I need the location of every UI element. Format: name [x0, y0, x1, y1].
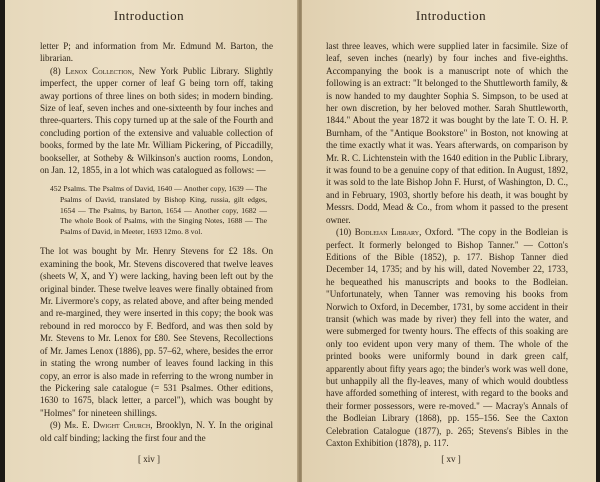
entry-body: , New York Public Library. Slightly imperfect, the upper corner of leaf G being torn off, taking away portions of three lines on both sides; in modern binding. Size of leaf, seven inches and one-sixteenth by four inches and three-quarters. This copy turned up at the sale of the Fourth and concluding portion of the extensive and valuable collection of books, formed by the late Mr. William Pickering, of Piccadilly, bookseller, at Sotheby & Wilkinson's auction rooms, London, on Jan. 12, 1855, in a lot which was catalogued as follows: —: [40, 65, 274, 176]
entry-title: Bodleian Library: [354, 227, 420, 238]
entry-body: , Brooklyn, N. Y. In the original old calf binding; lacking the first four and the: [40, 420, 274, 443]
running-head-right: Introduction: [415, 8, 487, 23]
entry-title: Lenox Collection: [65, 65, 132, 76]
entry-number: (10): [336, 227, 355, 238]
left-page-text: [40, 40, 273, 444]
paragraph: The lot was bought by Mr. Henry Stevens for £2 18s. On examining the book, Mr. Stevens discovered that twelve leaves (sheets W, X, and Y) were lacking, having been left out by the original binder. These twelve leaves were finally obtained from Mr. Livermore's copy, as related above, and after being mended and re-margined, they were inserted in this copy; the book was rebound in red morocco by F. Bedford, and was then sold by Mr. Stevens to Mr. Lenox for £80. See Stevens, Recollections of Mr. James Lenox (1886), pp. 57–62, where, besides the error in stating the wrong number of leaves found lacking in this copy, an error is also made in referring to the wrong number in the Pickering sale catalogue (= 531 Psalmes. Other editions, 1630 to 1675, black letter, a parcel"), which was bought by "Holmes" for nineteen shillings.: [40, 246, 273, 418]
running-head-left: Introduction: [113, 8, 185, 23]
page-number-right: [ xv ]: [441, 454, 461, 464]
quote-text: 452 Psalms. The Psalms of David, 1640 — Another copy, 1639 — The Psalms of David, translated by Bishop King, russia, gilt edges, 1654 — The Psalms, by Barton, 1654 — Another copy, 1682 — The whole Book of Psalms, with the Singing Notes, 1688 — The Psalms of David, in Meeter, 1693 12mo. 8 vol.: [50, 184, 267, 236]
page-number-left: [ xiv ]: [138, 454, 160, 464]
paragraph: last three leaves, which were supplied later in facsimile. Size of leaf, seven inches (nearly) by four inches and five-eighths. Accompanying the book is a manuscript note of which the following is an extract: "It belonged to the Shuttleworth family, & is now handed to my daughter Sophia S. Simpson, to be used at her own discretion, by her beloved mother. Sarah Shuttleworth, 1844." About the year 1872 it was bought by the late T. O. H. P. Burnham, of the "Antique Bookstore" in Boston, not knowing at the time exactly what it was. Years afterwards, on comparison by Mr. R. C. Lichtenstein with the 1640 edition in the Public Library, it was found to be a genuine copy of that edition. In August, 1892, it was sold to the late Bishop John F. Hurst, of Washington, D. C., and in February, 1903, shortly before his death, it was bought by Messrs. Dodd, Mead & Co., from whom it passed to the present owner.: [326, 41, 568, 225]
paragraph: [40, 65, 273, 177]
scan-edge-right: [596, 0, 600, 482]
paragraph: letter P; and information from Mr. Edmund M. Barton, the librarian.: [40, 41, 273, 64]
entry-number: (8): [50, 65, 66, 76]
right-page-text: [326, 40, 568, 449]
entry-body: , Oxford. "The copy in the Bodleian is perfect. It formerly belonged to Bishop Tanner." — Cotton's Editions of the Bible (1852), p. 177. Bishop Tanner died December 14, 1735; and by his will, dated November 22, 1733, he bequeathed his manuscripts and books to the Bodleian. "Unfortunately, when Tanner was removing his books from Norwich to Oxford, in December, 1731, by some accident in their transit (which was made by river) they fell into the water, and were submerged for twenty hours. The effects of this soaking are only too evident upon very many of them. The whole of the printed books were uniformly bound in dark green calf, apparently about fifty years ago; the binder's work was well done, but unhappily all the fly-leaves, many of which would doubtless have afforded something of interest, with regard to the books and their former possessors, were re-moved." — Macray's Annals of the Bodleian Library (1868), pp. 155–156. See the Caxton Celebration Catalogue (1877), p. 265; Stevens's Bibles in the Caxton Exhibition (1878), p. 117.: [326, 227, 568, 448]
left-page: [0, 0, 298, 482]
paragraph: [326, 226, 568, 449]
entry-title: Mr. E. Dwight Church: [64, 420, 151, 431]
right-page: [302, 0, 600, 482]
catalogue-quote: [50, 184, 267, 237]
entry-number: (9): [50, 420, 65, 431]
paragraph: [40, 419, 273, 444]
scan-edge-left: [0, 0, 5, 482]
